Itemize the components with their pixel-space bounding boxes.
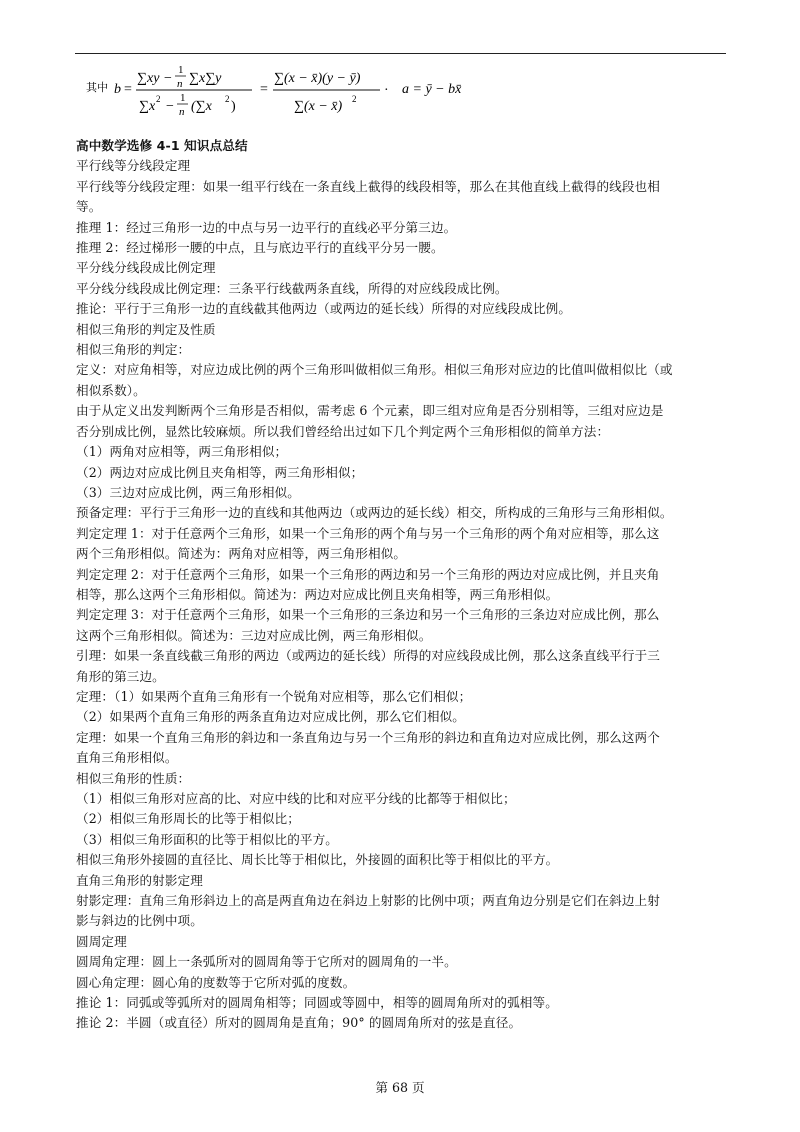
text-line: （3）相似三角形面积的比等于相似比的平方。 xyxy=(76,831,338,847)
text-line: （1）相似三角形对应高的比、对应中线的比和对应平分线的比都等于相似比； xyxy=(76,791,516,806)
text-line: 否分别成比例，显然比较麻烦。所以我们曾经给出过如下几个判定两个三角形相似的简单方法： xyxy=(76,423,610,439)
formula-eq1: = xyxy=(124,82,132,97)
formula-den1-minus: − xyxy=(166,99,174,114)
header-rule xyxy=(75,53,726,54)
formula-den1-paren: (∑x xyxy=(191,99,212,114)
text-line: 推理 2：经过梯形一腰的中点，且与底边平行的直线平分另一腰。 xyxy=(76,240,444,256)
text-line: 平行线等分线段定理：如果一组平行线在一条直线上截得的线段相等，那么在其他直线上截得的线段也相 xyxy=(76,178,660,194)
text-line: 影与斜边的比例中项。 xyxy=(76,913,203,929)
formula-den1-close: ) xyxy=(231,99,236,114)
text-line: （2）如果两个直角三角形的两条直角边对应成比例，那么它们相似。 xyxy=(76,709,465,725)
text-line: 推论 1：同弧或等弧所对的圆周角相等；同圆或等圆中，相等的圆周角所对的弧相等。 xyxy=(76,995,558,1011)
text-line: 判定定理 3：对于任意两个三角形，如果一个三角形的三条边和另一个三角形的三条边对应成比例，那么 xyxy=(76,607,660,623)
text-line: 推论 2：半圆（或直径）所对的圆周角是直角；90° 的圆周角所对的弦是直径。 xyxy=(76,1015,522,1031)
formula-frac-one-a: 1 xyxy=(178,64,184,76)
text-line: 判定定理 2：对于任意两个三角形，如果一个三角形的两边和另一个三角形的两边对应成比例，并且夹角 xyxy=(76,566,660,582)
text-line: 两个三角形相似。简述为：两角对应相等，两三角形相似。 xyxy=(76,546,407,562)
text-line: 平分线分线段成比例定理 xyxy=(76,260,216,276)
text-line: （1）两角对应相等，两三角形相似； xyxy=(76,444,288,460)
text-line: 推理 1：经过三角形一边的中点与另一边平行的直线必平分第三边。 xyxy=(76,219,457,235)
formula-num1-minus: − xyxy=(164,71,172,86)
text-line: 圆周定理 xyxy=(76,933,127,949)
formula-frac-one-b: 1 xyxy=(180,92,186,104)
formula-num1-sum-xy: ∑xy xyxy=(137,71,160,86)
formula-den2-sq: 2 xyxy=(352,94,357,104)
text-line: 定理：如果一个直角三角形的斜边和一条直角边与另一个三角形的斜边和直角边对应成比例，那么这两个 xyxy=(76,729,660,745)
page-body xyxy=(76,136,726,1034)
formula-den1-sum-x2: ∑x xyxy=(139,99,156,114)
text-line: 相等，那么这两个三角形相似。简述为：两边对应成比例且夹角相等，两三角形相似。 xyxy=(76,586,559,602)
text-line: （3）三边对应成比例，两三角形相似。 xyxy=(76,484,300,500)
formula-a-eq: a = ȳ − bx̄ xyxy=(402,82,462,97)
formula-frac-n-b: n xyxy=(179,106,185,118)
text-line: 相似三角形的性质： xyxy=(76,770,191,786)
page-number: 第 68 页 xyxy=(375,1080,425,1095)
section-title: 高中数学选修 4-1 知识点总结 xyxy=(76,138,248,153)
text-line: 平分线分线段成比例定理：三条平行线截两条直线，所得的对应线段成比例。 xyxy=(76,280,508,296)
text-line: 预备定理：平行于三角形一边的直线和其他两边（或两边的延长线）相交，所构成的三角形与三角形相似。 xyxy=(76,505,673,521)
text-line: 判定定理 1：对于任意两个三角形，如果一个三角形的两个角与另一个三角形的两个角对应相等，那么这 xyxy=(76,525,660,541)
text-line: 推论：平行于三角形一边的直线截其他两边（或两边的延长线）所得的对应线段成比例。 xyxy=(76,301,572,317)
text-line: （2）相似三角形周长的比等于相似比； xyxy=(76,811,300,827)
formula-den1-sq: 2 xyxy=(156,94,161,104)
formula-b-var: b xyxy=(114,82,121,97)
formula-svg xyxy=(80,60,726,130)
formula-prefix: 其中 xyxy=(86,81,108,94)
text-line: 定义：对应角相等，对应边成比例的两个三角形叫做相似三角形。相似三角形对应边的比值叫做相似比（或 xyxy=(76,362,673,378)
text-line: 射影定理：直角三角形斜边上的高是两直角边在斜边上射影的比例中项；两直角边分别是它们在斜边上射 xyxy=(76,893,660,909)
text-line: 角形的第三边。 xyxy=(76,668,165,684)
text-line: （2）两边对应成比例且夹角相等，两三角形相似； xyxy=(76,464,364,480)
formula-den1-paren-sq: 2 xyxy=(225,94,230,104)
text-line: 引理：如果一条直线截三角形的两边（或两边的延长线）所得的对应线段成比例，那么这条直线平行于三 xyxy=(76,648,660,664)
regression-formula xyxy=(80,60,726,130)
text-line: 相似三角形的判定： xyxy=(76,342,191,358)
text-line: 圆心角定理：圆心角的度数等于它所对弧的度数。 xyxy=(76,974,356,990)
formula-den2: ∑(x − x̄) xyxy=(294,99,343,114)
text-line: 定理：（1）如果两个直角三角形有一个锐角对应相等，那么它们相似； xyxy=(76,688,472,704)
text-line: 等。 xyxy=(76,199,102,215)
formula-frac-n-a: n xyxy=(177,78,183,90)
formula-period: · xyxy=(384,83,389,98)
text-line: 直角三角形相似。 xyxy=(76,750,178,766)
formula-num1-sum-x-sum-y: ∑x∑y xyxy=(189,71,222,86)
formula-num2: ∑(x − x̄)(y − ȳ) xyxy=(274,71,361,86)
text-line: 相似系数）。 xyxy=(76,382,146,398)
text-line: 圆周角定理：圆上一条弧所对的圆周角等于它所对的圆周角的一半。 xyxy=(76,954,457,970)
text-line: 平行线等分线段定理 xyxy=(76,158,191,174)
text-line: 直角三角形的射影定理 xyxy=(76,872,203,888)
text-line: 相似三角形外接圆的直径比、周长比等于相似比，外接圆的面积比等于相似比的平方。 xyxy=(76,852,559,868)
text-line: 这两个三角形相似。简述为：三边对应成比例，两三角形相似。 xyxy=(76,627,432,643)
formula-eq2: = xyxy=(260,82,268,97)
text-line: 由于从定义出发判断两个三角形是否相似，需考虑 6 个元素，即三组对应角是否分别相等，三组对应边是 xyxy=(76,403,664,419)
text-line: 相似三角形的判定及性质 xyxy=(76,321,216,337)
